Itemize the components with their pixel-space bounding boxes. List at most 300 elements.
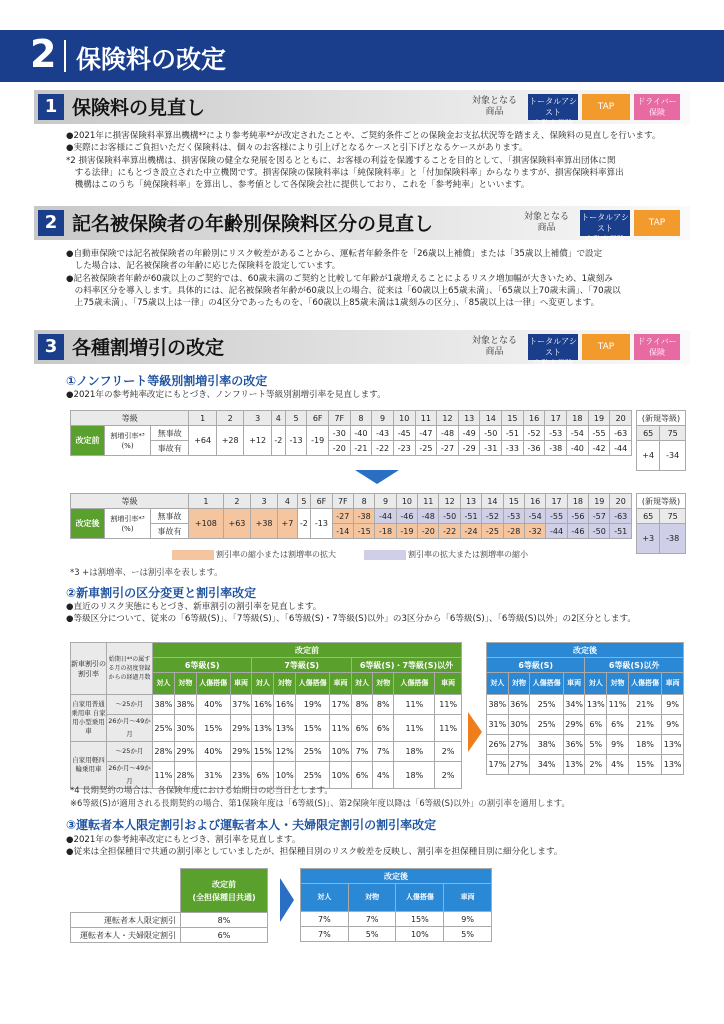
rate-value: 13% [252, 715, 274, 742]
rate-value: 7% [301, 912, 349, 927]
rate-value: 37% [230, 695, 252, 715]
rate-value: -20 [329, 441, 351, 456]
rate-value: 5% [348, 927, 396, 942]
rate-value: -51 [502, 426, 524, 441]
rate-value: 9% [662, 695, 684, 715]
grade-cell: 18 [567, 411, 589, 426]
rate-value: 6% [351, 715, 372, 742]
grade-cell: 19 [589, 494, 610, 509]
rate-value: 4% [373, 762, 394, 789]
new-grade-label-row [637, 411, 686, 426]
grade-6s: 6等級(S) [487, 658, 585, 673]
grade-cell: 12 [437, 411, 459, 426]
discount-label: 運転者本人限定割引 [71, 913, 181, 928]
rate-value: 11% [330, 715, 352, 742]
banner-divider [64, 40, 66, 72]
page-banner [0, 30, 724, 82]
rate-value: +4 [637, 441, 660, 471]
rate-value: 6% [585, 715, 607, 735]
new-grade-row [637, 509, 686, 524]
rate-value: 11% [153, 762, 175, 789]
rate-value: -55 [588, 426, 610, 441]
rate-value: -14 [332, 524, 353, 539]
new-grade-cell: 75 [660, 509, 686, 524]
rate-value: 2% [435, 742, 462, 762]
rate-value: +38 [251, 509, 278, 539]
section-number: 2 [38, 210, 64, 236]
tag-driver-insurance: ドライバー 保険 [634, 94, 680, 120]
column-header: 対物 [373, 673, 394, 695]
rate-value: 34% [563, 695, 585, 715]
rate-header: 新車割引の割引率 [71, 643, 107, 695]
rate-value: -18 [375, 524, 396, 539]
rate-value: -25 [415, 441, 437, 456]
table-row [71, 913, 268, 928]
driver-limit-table-before [70, 868, 268, 943]
grade-cell: 3 [244, 411, 272, 426]
section-number: 3 [38, 334, 64, 360]
rate-value: 10% [396, 927, 444, 942]
before-header: 改定前 [153, 643, 462, 658]
rate-value: -23 [393, 441, 415, 456]
new-grade-cell: 65 [637, 509, 660, 524]
rate-label: 割増引率*³ (%) [105, 509, 151, 539]
rate-value: -50 [439, 509, 460, 524]
rate-value: 40% [196, 695, 230, 715]
rate-value: 6% [351, 762, 372, 789]
period-cell: 〜25か月 [107, 695, 153, 715]
rate-value: 9% [607, 735, 629, 755]
column-header: 対物 [274, 673, 296, 695]
rate-value: -43 [372, 426, 394, 441]
page-title: 保険料の改定 [76, 45, 227, 74]
new-grade-cell: 65 [637, 426, 660, 441]
grade-cell: 9 [372, 411, 394, 426]
table-row [301, 927, 492, 942]
grade-cell: 9 [375, 494, 396, 509]
grade-cell: 6F [307, 411, 329, 426]
rate-value: -38 [660, 524, 686, 554]
grade-cell: 8 [353, 494, 374, 509]
rate-value: 21% [628, 715, 661, 735]
rate-value: 25% [296, 762, 330, 789]
rate-row-noacc [71, 509, 632, 524]
rate-value: -63 [610, 509, 632, 524]
grade-cell: 15 [502, 411, 524, 426]
rate-value: 36% [508, 695, 530, 715]
table-row [71, 742, 462, 762]
rate-value: 18% [628, 735, 661, 755]
table-row [71, 928, 268, 943]
grade-cell: 10 [393, 411, 415, 426]
column-row [487, 673, 684, 695]
grade-cell: 14 [482, 494, 503, 509]
rate-value: 11% [435, 715, 462, 742]
rate-value: -40 [350, 426, 372, 441]
rate-value: 11% [394, 695, 435, 715]
section-title: 記名被保険者の年齢別保険料区分の見直し [72, 213, 434, 235]
grade-cell: 4 [271, 411, 285, 426]
grade-6s-other: 6等級(S)以外 [585, 658, 684, 673]
rate-value: 38% [153, 695, 175, 715]
grade-cell: 11 [418, 494, 439, 509]
column-header: 対人 [487, 673, 509, 695]
note-5: ※6等級(S)が適用される長期契約の場合、第1保険年度は「6等級(S)」、第2保険年度以降は「6等級(S)以外」の割引率を適用します。 [70, 798, 570, 808]
rate-value: 15% [396, 912, 444, 927]
rate-value: 29% [230, 742, 252, 762]
rate-value: 9% [444, 912, 492, 927]
column-header: 車両 [435, 673, 462, 695]
column-header: 対人 [351, 673, 372, 695]
column-header: 車両 [230, 673, 252, 695]
new-grade-value-row [637, 524, 686, 554]
tag-total-assist: トータルアシスト 自動車保険 [528, 94, 578, 120]
period-cell: 26か月〜49か月 [107, 715, 153, 742]
period-cell: 〜25か月 [107, 742, 153, 762]
rate-value: 6% [373, 715, 394, 742]
column-header: 人傷搭傷 [628, 673, 661, 695]
rate-value: 30% [508, 715, 530, 735]
rate-value: -44 [610, 441, 632, 456]
legend-decrease: 割引率の拡大または割増率の縮小 [408, 550, 528, 559]
grade-cell: 5 [297, 494, 311, 509]
new-car-table-after [486, 642, 684, 775]
section-number: 1 [38, 94, 64, 120]
column-header: 対人 [301, 884, 349, 912]
rate-value: -44 [375, 509, 396, 524]
grade-cell: 17 [546, 494, 567, 509]
grade-cell: 4 [278, 494, 297, 509]
grade-cell: 16 [523, 411, 545, 426]
rate-value: 18% [394, 762, 435, 789]
column-header: 人傷搭傷 [296, 673, 330, 695]
subsection-3-title: ③運転者本人限定割引および運転者本人・夫婦限定割引の割引率改定 [66, 818, 437, 832]
after-header: 改定後 [301, 869, 492, 884]
rate-value: -29 [458, 441, 480, 456]
chapter-number: 2 [30, 32, 57, 76]
table-row [301, 912, 492, 927]
legend-swatch-decrease [364, 550, 406, 560]
header-row [71, 643, 462, 658]
grade-cell: 5 [285, 411, 307, 426]
rate-value: -46 [567, 524, 588, 539]
column-header: 車両 [444, 884, 492, 912]
rate-value: 17% [330, 695, 352, 715]
column-header: 対物 [348, 884, 396, 912]
rate-value: -34 [660, 441, 686, 471]
rate-value: -22 [372, 441, 394, 456]
legend-swatch-increase [172, 550, 214, 560]
rate-row-acc [71, 441, 632, 456]
tag-tap: TAP [582, 334, 630, 360]
no-accident-label: 無事故 [151, 426, 189, 441]
column-header: 人傷搭傷 [394, 673, 435, 695]
rate-value: 13% [274, 715, 296, 742]
rate-value: -54 [567, 426, 589, 441]
rate-value: -19 [307, 426, 329, 456]
grade-table-before [70, 410, 632, 456]
subsection-2-title: ②新車割引の区分変更と割引率改定 [66, 586, 257, 600]
accident-label: 事故有 [151, 441, 189, 456]
grade-cell: 18 [567, 494, 588, 509]
rate-row-acc [71, 524, 632, 539]
rate-value: 10% [274, 762, 296, 789]
vehicle-group: 自家用普通乗用車 自家用小型乗用車 [71, 695, 107, 742]
rate-value: 25% [530, 695, 563, 715]
grade-cell: 8 [350, 411, 372, 426]
rate-value: 38% [530, 735, 563, 755]
discount-label: 運転者本人・夫婦限定割引 [71, 928, 181, 943]
rate-row-noacc [71, 426, 632, 441]
rate-value: 26% [487, 735, 509, 755]
column-header: 人傷搭傷 [530, 673, 563, 695]
grade-other: 6等級(S)・7等級(S)以外 [351, 658, 461, 673]
rate-value: -63 [610, 426, 632, 441]
subsection-3-body: ●2021年の参考純率改定にもとづき、割引率を見直します。 ●従来は全担保種目で共通の割引率としていましたが、担保種目別のリスク較差を反映し、割引率を担保種目別に細分化します。 [66, 835, 563, 858]
grade-header: 等級 [71, 494, 189, 509]
column-header: 対物 [174, 673, 196, 695]
rate-value: -15 [353, 524, 374, 539]
grade-cell: 1 [189, 411, 217, 426]
section-title: 保険料の見直し [72, 97, 206, 119]
right-arrow [468, 712, 482, 752]
rate-value: 10% [330, 762, 352, 789]
rate-value: 5% [585, 735, 607, 755]
column-header: 対人 [585, 673, 607, 695]
rate-value: -19 [396, 524, 417, 539]
new-grade-label: (新規等級) [637, 411, 686, 426]
rate-value: -48 [437, 426, 459, 441]
rate-value: +108 [188, 509, 223, 539]
rate-value: 19% [296, 695, 330, 715]
grade-header-row [71, 411, 632, 426]
rate-value: 16% [274, 695, 296, 715]
grade-cell: 2 [223, 494, 250, 509]
tag-driver-insurance: ドライバー 保険 [634, 334, 680, 360]
rate-value: 13% [662, 735, 684, 755]
rate-value: 31% [487, 715, 509, 735]
rate-value: -32 [524, 524, 545, 539]
rate-value: 23% [230, 762, 252, 789]
note-4: *4 長期契約の場合は、各保険年度における始期日の応当日とします。 [70, 785, 333, 795]
table-row [487, 755, 684, 775]
column-header: 人傷搭傷 [396, 884, 444, 912]
right-arrow-blue [280, 878, 294, 922]
rate-value: -45 [393, 426, 415, 441]
subsection-1-body: ●2021年の参考純率改定にもとづき、ノンフリート等級別割増引率を見直します。 [66, 390, 386, 400]
period-cell: 26か月〜49か月 [107, 762, 153, 789]
rate-label: 割増引率*³ (%) [105, 426, 151, 456]
rate-value: -42 [588, 441, 610, 456]
grade-cell: 3 [251, 494, 278, 509]
rate-value: -13 [311, 509, 332, 539]
rate-value: 29% [174, 742, 196, 762]
rate-value: 40% [196, 742, 230, 762]
vehicle-group: 自家用軽四輪乗用車 [71, 742, 107, 789]
column-header: 車両 [662, 673, 684, 695]
rate-value: -55 [546, 509, 567, 524]
driver-limit-table-after [300, 868, 492, 942]
rate-value: 6% [181, 928, 268, 943]
table-row [487, 735, 684, 755]
column-header: 対物 [607, 673, 629, 695]
accident-label: 事故有 [151, 524, 189, 539]
new-grade-label-row [637, 494, 686, 509]
rate-value: 11% [394, 715, 435, 742]
legend-increase: 割引率の縮小または割増率の拡大 [216, 550, 336, 559]
grade-cell: 13 [460, 494, 481, 509]
rate-value: 38% [487, 695, 509, 715]
rate-value: 9% [662, 715, 684, 735]
grade-header: 等級 [71, 411, 189, 426]
rate-value: -13 [285, 426, 307, 456]
tag-tap: TAP [634, 210, 680, 236]
rate-value: 38% [174, 695, 196, 715]
tag-tap: TAP [582, 94, 630, 120]
rate-value: 7% [301, 927, 349, 942]
period-header: 始期日*⁴の属する月の初度登録からの経過月数 [107, 643, 153, 695]
rate-value: 5% [444, 927, 492, 942]
grade-header-row [71, 494, 632, 509]
rate-value: 6% [607, 715, 629, 735]
rate-value: 15% [252, 742, 274, 762]
tag-total-assist: トータルアシスト 自動車保険 [528, 334, 578, 360]
rate-value: 36% [563, 735, 585, 755]
rate-value: 15% [296, 715, 330, 742]
rate-value: -50 [589, 524, 610, 539]
rate-value: -2 [271, 426, 285, 456]
grade-cell: 20 [610, 494, 632, 509]
rate-value: -33 [502, 441, 524, 456]
grade-cell: 19 [588, 411, 610, 426]
rate-value: 25% [296, 742, 330, 762]
table-row [487, 715, 684, 735]
rate-value: -44 [546, 524, 567, 539]
grade-cell: 17 [545, 411, 567, 426]
rate-value: 16% [252, 695, 274, 715]
after-header: 改定後 [487, 643, 684, 658]
rate-value: +28 [216, 426, 244, 456]
target-label: 対象となる 商品 [472, 336, 518, 357]
grade-6s: 6等級(S) [153, 658, 252, 673]
status-label: 改定後 [71, 509, 105, 539]
rate-value: 27% [508, 735, 530, 755]
rate-value: -27 [437, 441, 459, 456]
note-3: *3 +は割増率、ーは割引率を表します。 [70, 567, 223, 577]
rate-value: -22 [439, 524, 460, 539]
rate-value: 8% [351, 695, 372, 715]
rate-value: -53 [545, 426, 567, 441]
grade-cell: 14 [480, 411, 502, 426]
column-header: 車両 [330, 673, 352, 695]
rate-value: +64 [189, 426, 217, 456]
grade-7s: 7等級(S) [252, 658, 351, 673]
grade-cell: 13 [458, 411, 480, 426]
empty-cell [71, 869, 181, 913]
subsection-2-body: ●直近のリスク実態にもとづき、新車割引の割引率を見直します。 ●等級区分について、従来の「6等級(S)」、「7等級(S)」、「6等級(S)・7等級(S)以外」の3区分から「6等級(S)」、「6等級(S)以外」の2区分とします。 [66, 602, 637, 625]
grade-cell: 7F [332, 494, 353, 509]
rate-value: 11% [435, 695, 462, 715]
rate-value: 17% [487, 755, 509, 775]
section-1-body: ●2021年に損害保険料率算出機構*²により参考純率*²が改定されたことや、ご契約条件ごとの保険金お支払状況等を踏まえ、保険料の見直しを行います。 ●実際にお客様にご負担いただく保険料は、個々のお客様により引上げとなるケースと引下げとなるケースがあります。 *2 損害保険料率算出機構は、損害保険の健全な発展を図るとともに、お客様の利益を保護することを目的として、「損害保険料率算出団体に関 する法律」にもとづき設立された中立機関です。損害保険の保険料率は「純保険料率」と「付加保険料率」からなりますが、損害保険料率算出 機構はこのうち「純保険料率」を算出し、参考値として各保険会社に提供しており、これを「参考純率」といいます。 [66, 131, 661, 191]
before-header: 改定前 (全担保種目共通) [181, 869, 268, 913]
grade-cell: 20 [610, 411, 632, 426]
rate-value: 10% [330, 742, 352, 762]
grade-cell: 10 [396, 494, 417, 509]
grade-row [487, 658, 684, 673]
new-grade-label: (新規等級) [637, 494, 686, 509]
rate-value: 28% [174, 762, 196, 789]
status-label: 改定前 [71, 426, 105, 456]
rate-value: -21 [350, 441, 372, 456]
rate-value: -46 [396, 509, 417, 524]
target-label: 対象となる 商品 [524, 212, 570, 233]
rate-value: 18% [394, 742, 435, 762]
rate-value: -38 [353, 509, 374, 524]
rate-value: -31 [480, 441, 502, 456]
rate-value: 30% [174, 715, 196, 742]
rate-value: -53 [503, 509, 524, 524]
rate-value: -56 [567, 509, 588, 524]
column-row [301, 884, 492, 912]
rate-value: 15% [628, 755, 661, 775]
rate-value: -38 [545, 441, 567, 456]
rate-value: -40 [567, 441, 589, 456]
rate-value: 12% [274, 742, 296, 762]
rate-value: 6% [252, 762, 274, 789]
rate-value: -48 [418, 509, 439, 524]
rate-value: +63 [223, 509, 250, 539]
grade-table-after [70, 493, 632, 539]
rate-value: 8% [373, 695, 394, 715]
rate-value: 7% [348, 912, 396, 927]
rate-value: -28 [503, 524, 524, 539]
grade-cell: 15 [503, 494, 524, 509]
grade-cell: 2 [216, 411, 244, 426]
rate-value: -54 [524, 509, 545, 524]
header-row [71, 869, 268, 913]
rate-value: 34% [530, 755, 563, 775]
rate-value: 27% [508, 755, 530, 775]
rate-value: +3 [637, 524, 660, 554]
rate-value: -30 [329, 426, 351, 441]
rate-value: -47 [415, 426, 437, 441]
table-row [71, 715, 462, 742]
grade-cell: 1 [188, 494, 223, 509]
rate-value: -24 [460, 524, 481, 539]
grade-cell: 7F [329, 411, 351, 426]
rate-value: 28% [153, 742, 175, 762]
rate-value: 25% [530, 715, 563, 735]
rate-value: -57 [589, 509, 610, 524]
rate-value: 13% [662, 755, 684, 775]
down-arrow [355, 470, 399, 484]
rate-value: 13% [563, 755, 585, 775]
column-header: 対人 [252, 673, 274, 695]
target-label: 対象となる 商品 [472, 96, 518, 117]
grade-cell: 12 [439, 494, 460, 509]
new-grade-table-after [636, 493, 686, 554]
new-grade-row [637, 426, 686, 441]
rate-value: 15% [196, 715, 230, 742]
rate-value: 29% [563, 715, 585, 735]
rate-value: 11% [607, 695, 629, 715]
rate-value: -27 [332, 509, 353, 524]
grade-cell: 6F [311, 494, 332, 509]
rate-value: 13% [585, 695, 607, 715]
rate-value: 7% [351, 742, 372, 762]
column-header: 人傷搭傷 [196, 673, 230, 695]
